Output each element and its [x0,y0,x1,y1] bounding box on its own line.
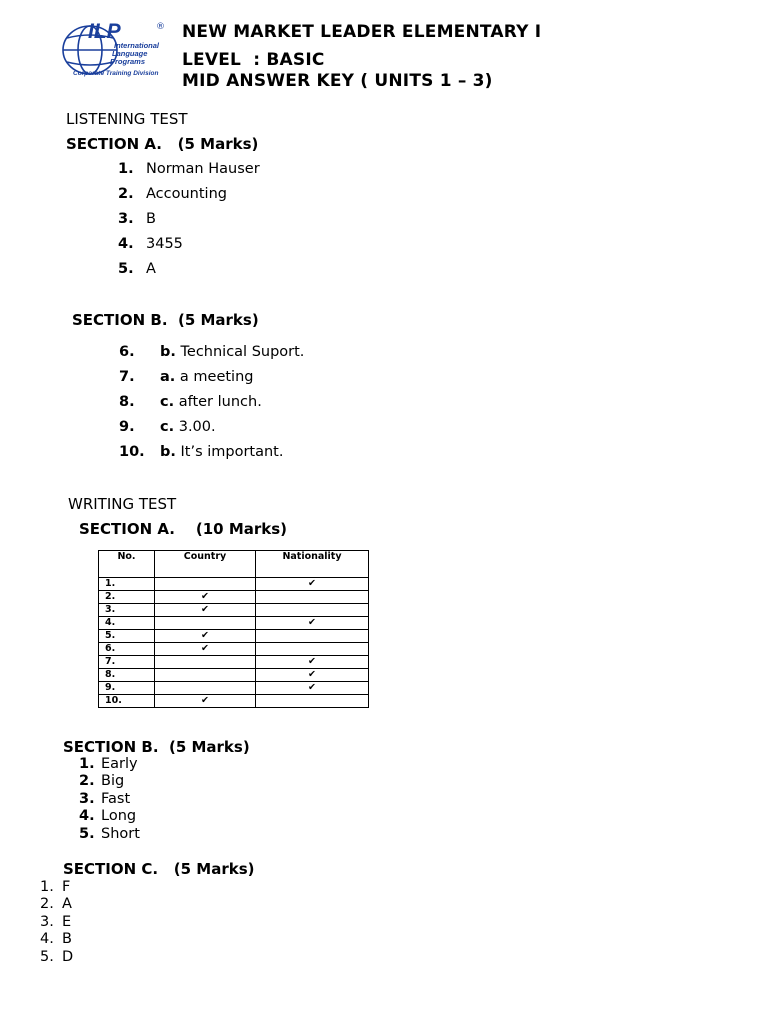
check-icon: ✔ [155,591,256,604]
table-row: 2. ✔ [99,591,369,604]
logo-line-1: International [114,41,160,50]
list-item: 3. E [40,914,72,930]
column-header-no: No. [99,551,155,578]
check-icon: ✔ [256,669,369,682]
table-header-row [99,551,369,578]
check-icon [155,656,256,669]
list-item: 2. Big [79,773,125,789]
list-item: 6. b. Technical Suport. [119,344,305,360]
column-header-country: Country [155,551,256,578]
list-item: 5. D [40,949,74,965]
writing-section-a-title: SECTION A. (10 Marks) [79,520,288,538]
answer-key-subtitle: MID ANSWER KEY ( UNITS 1 – 3) [182,71,493,91]
check-icon: ✔ [155,630,256,643]
document-title: NEW MARKET LEADER ELEMENTARY I [182,22,542,42]
logo-line-4: Corporate Training Division [73,70,159,77]
table-row: 7. ✔ [99,656,369,669]
check-icon: ✔ [155,643,256,656]
writing-heading: WRITING TEST [68,495,177,513]
registered-mark: ® [156,22,165,32]
list-item: 8. c. after lunch. [119,394,262,410]
ilp-logo [60,18,172,84]
check-icon: ✔ [256,617,369,630]
level-line: LEVEL : BASIC [182,50,325,70]
check-icon [256,630,369,643]
list-item: 1. F [40,879,71,895]
listening-section-b-title: SECTION B. (5 Marks) [72,311,259,329]
list-item: 1. Early [79,756,138,772]
check-icon [155,669,256,682]
logo-line-2: Language [112,49,148,58]
table-row: 6. ✔ [99,643,369,656]
check-icon [256,695,369,708]
table-row: 10. ✔ [99,695,369,708]
check-icon [256,643,369,656]
listening-section-a-title: SECTION A. (5 Marks) [66,135,259,153]
list-item: 5. A [118,261,156,277]
check-icon: ✔ [256,656,369,669]
list-item: 10. b. It’s important. [119,444,284,460]
list-item: 3. Fast [79,791,131,807]
check-icon [155,578,256,591]
check-icon: ✔ [155,604,256,617]
country-nationality-table [98,550,369,708]
writing-section-b-title: SECTION B. (5 Marks) [63,738,250,756]
table-row: 9. ✔ [99,682,369,695]
list-item: 4. Long [79,808,137,824]
list-item: 2. Accounting [118,186,227,202]
writing-section-c-title: SECTION C. (5 Marks) [63,860,255,878]
check-icon [155,682,256,695]
table-row: 4. ✔ [99,617,369,630]
list-item: 1. Norman Hauser [118,161,260,177]
table-row: 5. ✔ [99,630,369,643]
check-icon [256,591,369,604]
list-item: 3. B [118,211,156,227]
list-item: 4. 3455 [118,236,183,252]
list-item: 2. A [40,896,72,912]
list-item: 7. a. a meeting [119,369,254,385]
check-icon: ✔ [256,578,369,591]
logo-text: ILP [88,20,121,43]
listening-heading: LISTENING TEST [66,110,188,128]
logo-line-3: Programs [110,57,146,66]
check-icon [256,604,369,617]
list-item: 4. B [40,931,72,947]
table-row: 3. ✔ [99,604,369,617]
list-item: 9. c. 3.00. [119,419,216,435]
column-header-nationality: Nationality [256,551,369,578]
table-row: 8. ✔ [99,669,369,682]
check-icon: ✔ [155,695,256,708]
check-icon [155,617,256,630]
table-row: 1. ✔ [99,578,369,591]
check-icon: ✔ [256,682,369,695]
list-item: 5. Short [79,826,140,842]
